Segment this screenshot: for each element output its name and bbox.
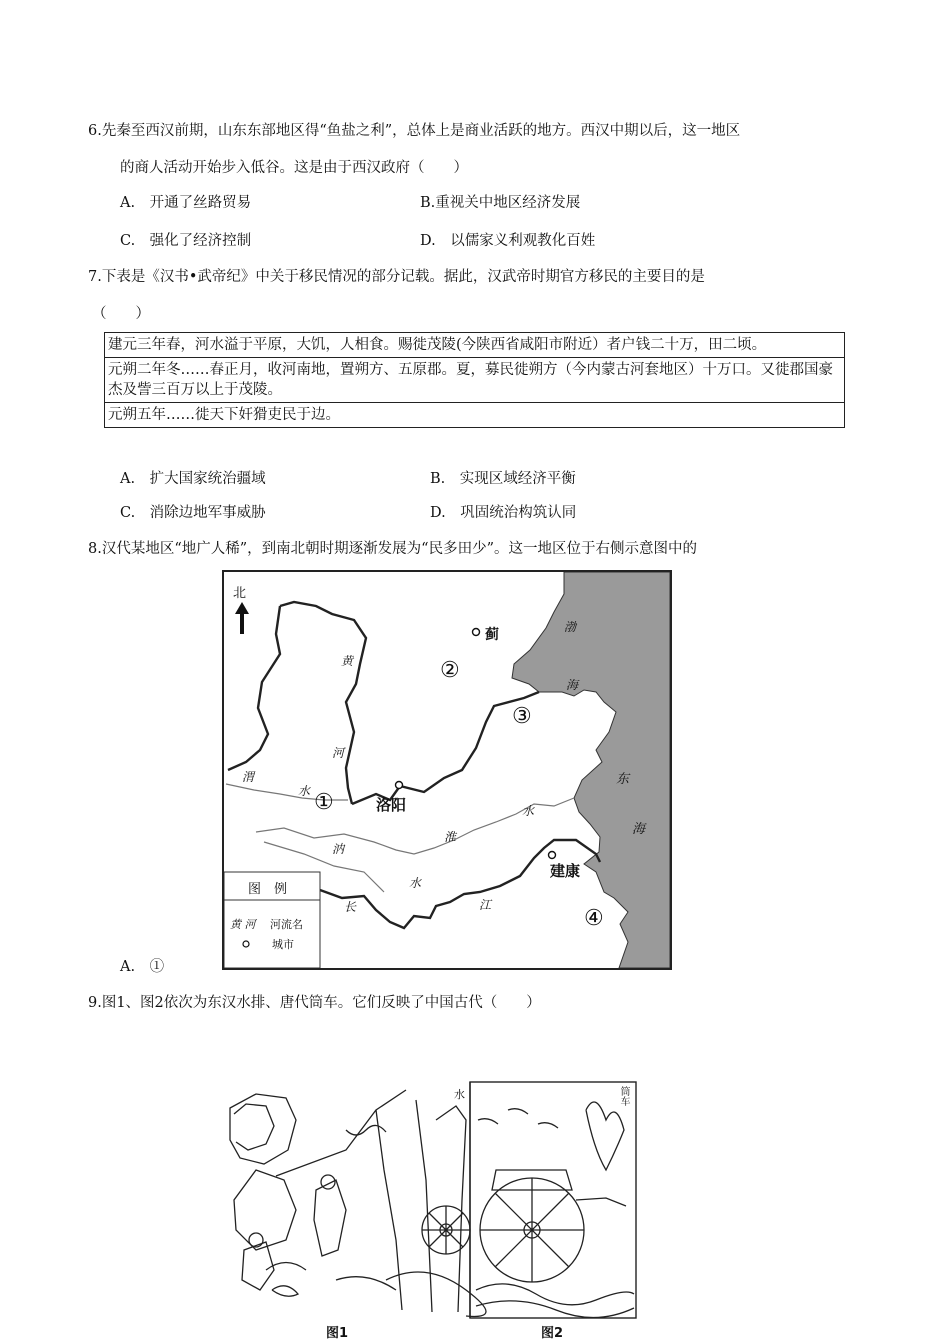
map-river-chang: 长 bbox=[344, 900, 357, 914]
map-marker-2: ② bbox=[440, 658, 460, 683]
map-river-wei: 渭 bbox=[242, 770, 255, 784]
q7-record-3: 元朔五年……徙天下奸猾吏民于边。 bbox=[105, 403, 845, 428]
figure2-caption: 图2 bbox=[541, 1326, 564, 1341]
map-river-huang: 黄 bbox=[341, 654, 354, 668]
figure2-tag-tongche: 筒车 bbox=[618, 1086, 629, 1106]
q9-figures bbox=[226, 1080, 638, 1320]
map-marker-3: ③ bbox=[512, 704, 532, 729]
q8-stem: 8.汉代某地区“地广人稀”，到南北朝时期逐渐发展为“民多田少”。这一地区位于右侧示意图中的 bbox=[88, 541, 697, 557]
city-jiankang-dot bbox=[549, 852, 556, 859]
q7-option-c: C. 消除边地军事威胁 bbox=[120, 505, 266, 521]
figure1-caption: 图1 bbox=[326, 1326, 349, 1341]
q6-option-a: A. 开通了丝路贸易 bbox=[120, 195, 252, 211]
q9-stem: 9.图1、图2依次为东汉水排、唐代筒车。它们反映了中国古代（ ） bbox=[88, 995, 541, 1011]
map-river-ru-shui: 水 bbox=[409, 876, 422, 890]
yellow-river-east bbox=[352, 692, 539, 804]
map-city-ji: 蓟 bbox=[485, 627, 499, 643]
legend-city-text: 城市 bbox=[272, 938, 294, 951]
map-marker-4: ④ bbox=[584, 906, 604, 931]
city-ji-dot bbox=[473, 629, 480, 636]
map-marker-1: ① bbox=[314, 790, 334, 815]
q6-option-d: D. 以儒家义利观教化百姓 bbox=[420, 233, 596, 249]
legend-title: 图 例 bbox=[248, 882, 288, 897]
q7-option-a: A. 扩大国家统治疆域 bbox=[120, 471, 266, 487]
legend-river-text: 河流名 bbox=[270, 918, 303, 931]
q7-record-2: 元朔二年冬……春正月，收河南地，置朔方、五原郡。夏，募民徙朔方（今内蒙古河套地区）十万口。又徙郡国豪杰及訾三百万以上于茂陵。 bbox=[105, 358, 845, 403]
q6-stem-line2: 的商人活动开始步入低谷。这是由于西汉政府（ ） bbox=[120, 160, 468, 176]
map-city-luoyang: 洛阳 bbox=[376, 796, 407, 814]
figure2-tube-wheel bbox=[476, 1102, 634, 1318]
q7-option-d: D. 巩固统治构筑认同 bbox=[430, 505, 577, 521]
q7-record-1: 建元三年春，河水溢于平原，大饥，人相食。赐徙茂陵(今陕西省咸阳市附近）者户钱二十万，田二顷。 bbox=[105, 333, 845, 358]
q8-option-a: A. ① bbox=[120, 959, 165, 975]
q6-option-c: C. 强化了经济控制 bbox=[120, 233, 252, 249]
q9-figure-drawings bbox=[226, 1080, 638, 1320]
map-river-jiang: 江 bbox=[479, 898, 492, 912]
map-north-label: 北 bbox=[233, 586, 247, 601]
yellow-river-loop bbox=[280, 602, 366, 804]
map-sea-hai-1: 海 bbox=[566, 678, 579, 692]
map-sea-bo: 渤 bbox=[564, 620, 577, 634]
map-sea-dong: 东 bbox=[616, 772, 630, 787]
q7-option-b: B. 实现区域经济平衡 bbox=[430, 471, 576, 487]
map-sea-hai-2: 海 bbox=[632, 822, 646, 837]
map-river-he: 河 bbox=[332, 746, 345, 760]
q7-records-table bbox=[104, 332, 845, 428]
city-luoyang-dot bbox=[396, 782, 403, 789]
q6-stem-line1: 6.先秦至西汉前期，山东东部地区得“鱼盐之利”，总体上是商业活跃的地方。西汉中期以后，这一地区 bbox=[88, 123, 741, 139]
yellow-river-line bbox=[228, 606, 280, 770]
map-river-huai-shui: 水 bbox=[522, 804, 535, 818]
map-river-ru: 汭 bbox=[332, 842, 345, 856]
figure2-tag-shui: 水 bbox=[454, 1088, 465, 1101]
q6-option-b: B.重视关中地区经济发展 bbox=[420, 195, 581, 211]
legend-river-sample: 黄 河 bbox=[230, 918, 256, 931]
q7-stem-line1: 7.下表是《汉书•武帝纪》中关于移民情况的部分记载。据此，汉武帝时期官方移民的主要目的是 bbox=[88, 269, 705, 285]
china-schematic-map bbox=[222, 570, 672, 970]
map-river-wei-shui: 水 bbox=[298, 784, 311, 798]
map-river-huai: 淮 bbox=[444, 830, 457, 844]
north-arrow-icon bbox=[235, 602, 249, 634]
map-city-jiankang: 建康 bbox=[550, 862, 581, 880]
figure1-water-bellows bbox=[230, 1090, 486, 1316]
q7-stem-line2: （ ） bbox=[92, 306, 150, 322]
yangtze-river-line bbox=[320, 840, 600, 928]
legend-city-dot bbox=[243, 941, 249, 947]
